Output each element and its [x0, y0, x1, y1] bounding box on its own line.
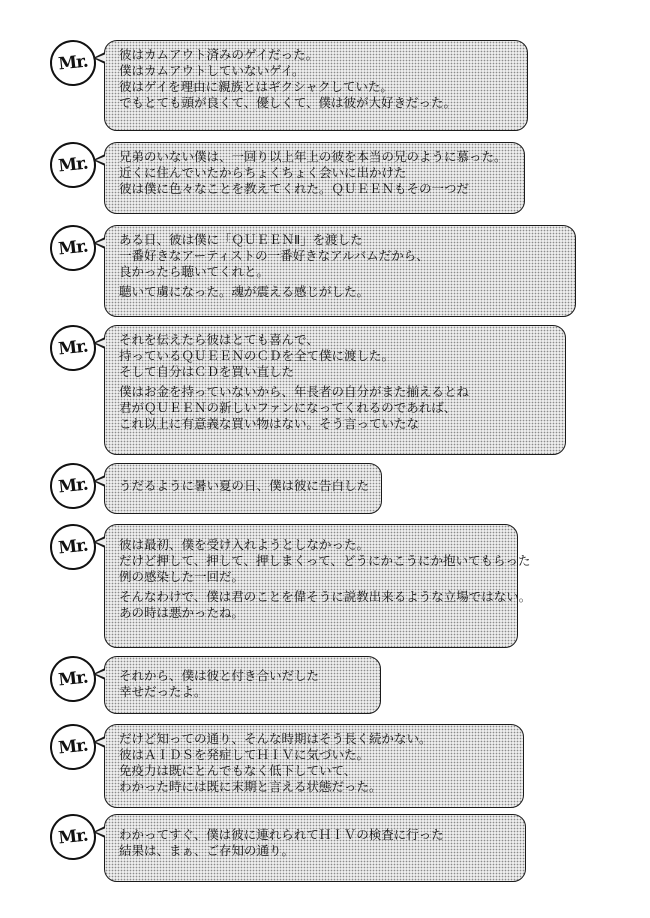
paragraph — [119, 284, 561, 300]
paragraph — [119, 232, 561, 280]
message-line: 幸せだったよ。 — [119, 684, 207, 699]
paragraph — [119, 821, 511, 859]
message-line: 兄弟のいない僕は、一回り以上年上の彼を本当の兄のように慕った。 — [119, 149, 507, 164]
speech-bubble — [104, 225, 576, 317]
message-line: 近くに住んでいたからちょくちょく会いに出かけた — [119, 165, 407, 180]
message-line: 持っているＱＵＥＥＮのＣＤを全て僕に渡した。 — [119, 348, 395, 363]
speech-bubble — [104, 40, 528, 131]
message-line: 彼は僕に色々なことを教えてくれた。ＱＵＥＥＮもその一つだ — [119, 181, 470, 196]
message-line: これ以上に有意義な買い物はない。そう言っていたな — [119, 416, 420, 431]
message-line: わかった時には既に末期と言える状態だった。 — [119, 779, 382, 794]
message-line: 例の感染した一回だ。 — [119, 569, 245, 584]
message-line: 聴いて虜になった。魂が震える感じがした。 — [119, 284, 370, 299]
message-line: でもとても頭が良くて、優しくて、僕は彼が大好きだった。 — [119, 95, 457, 110]
speech-bubble — [104, 814, 526, 882]
message-line: あの時は悪かったね。 — [119, 605, 245, 620]
message-line: わかってすぐ、僕は彼に連れられてＨＩＶの検査に行った — [119, 827, 444, 842]
message-line: 彼はゲイを理由に親族とはギクシャクしていた。 — [119, 79, 393, 94]
paragraph — [119, 332, 551, 380]
message-line: 彼はカムアウト済みのゲイだった。 — [119, 47, 319, 62]
message-line: そして自分はＣＤを買い直した — [119, 364, 295, 379]
avatar-mr-icon: Mr. — [48, 461, 99, 512]
avatar-mr-icon: Mr. — [48, 140, 99, 191]
paragraph — [119, 663, 366, 700]
paragraph — [119, 149, 510, 197]
message-line: それを伝えたら彼はとても喜んで、 — [119, 332, 319, 347]
message-line: そんなわけで、僕は君のことを偉そうに説教出来るような立場ではない。 — [119, 589, 532, 604]
paragraph — [119, 589, 532, 621]
paragraph — [119, 384, 551, 432]
paragraph — [119, 470, 370, 494]
speech-bubble — [104, 656, 381, 714]
avatar-mr-icon: Mr. — [48, 722, 99, 773]
avatar-mr-icon: Mr. — [48, 812, 99, 863]
message-line: 結果は、まぁ、ご存知の通り。 — [119, 843, 295, 858]
message-line: 僕はお金を持っていないから、年長者の自分がまた揃えるとね — [119, 384, 470, 399]
avatar-mr-icon: Mr. — [48, 323, 99, 374]
avatar-mr-icon: Mr. — [48, 38, 99, 89]
message-line: 君がＱＵＥＥＮの新しいファンになってくれるのであれば、 — [119, 400, 457, 415]
message-line: 彼は最初、僕を受け入れようとしなかった。 — [119, 537, 370, 552]
message-line: 一番好きなアーティストの一番好きなアルバムだから、 — [119, 248, 429, 263]
paragraph — [119, 731, 509, 795]
avatar-mr-icon: Mr. — [48, 522, 99, 573]
message-line: うだるように暑い夏の日、僕は彼に告白した — [119, 478, 370, 493]
speech-bubble — [104, 524, 532, 648]
paragraph — [119, 531, 531, 585]
message-line: だけど押して、押して、押しまくって、どうにかこうにか抱いてもらった — [119, 553, 531, 568]
speech-bubble — [104, 463, 382, 514]
avatar-mr-icon: Mr. — [48, 223, 99, 274]
paragraph — [119, 47, 513, 111]
speech-bubble — [104, 142, 525, 214]
message-line: ある日、彼は僕に「ＱＵＥＥＮⅡ」を渡した — [119, 232, 363, 247]
avatar-mr-icon: Mr. — [48, 654, 99, 705]
speech-bubble — [104, 325, 566, 455]
speech-bubble — [104, 724, 524, 808]
message-line: 免疫力は既にとんでもなく低下していて、 — [119, 763, 357, 778]
message-line: 彼はＡＩＤＳを発症してＨＩＶに気づいた。 — [119, 747, 370, 762]
message-line: それから、僕は彼と付き合いだした — [119, 668, 320, 683]
message-line: 良かったら聴いてくれと。 — [119, 264, 270, 279]
message-line: 僕はカムアウトしていないゲイ。 — [119, 63, 305, 78]
message-line: だけど知っての通り、そんな時期はそう長く続かない。 — [119, 731, 432, 746]
